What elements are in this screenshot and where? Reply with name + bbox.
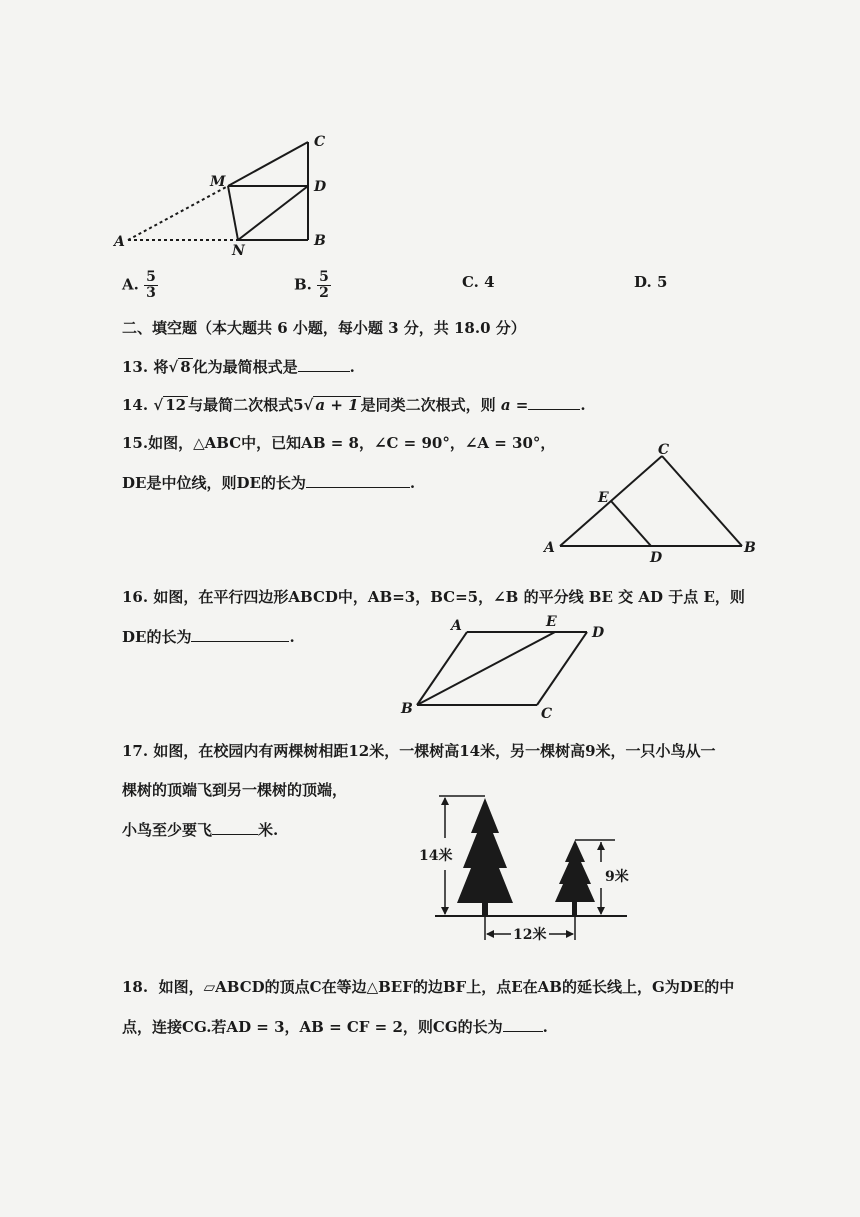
label-d: D	[650, 550, 663, 566]
tall-tree-icon	[457, 798, 513, 916]
question-16-line2: DE的长为 .	[122, 628, 295, 646]
label-b: B	[314, 233, 326, 249]
label-m: M	[210, 174, 226, 190]
question-14: 14. √ 12 与最简二次根式5√ a + 1 是同类二次根式，则 a = .	[122, 396, 586, 414]
short-tree-icon	[555, 840, 595, 916]
answer-blank[interactable]	[503, 1017, 543, 1032]
question-16: 16. 如图，在平行四边形ABCD中，AB=3，BC=5，∠B 的平分线 BE 交 AD 于点 E，则	[122, 588, 745, 606]
question-18-line2: 点，连接CG.若AD = 3，AB = CF = 2，则CG的长为 .	[122, 1018, 548, 1036]
label-a: A	[544, 540, 555, 556]
label-c: C	[314, 134, 326, 150]
question-15-line2: DE是中位线，则DE的长为 .	[122, 474, 416, 492]
label-d: D	[592, 625, 605, 641]
question-17-line2: 棵树的顶端飞到另一棵树的顶端，	[122, 781, 348, 799]
label-n: N	[232, 243, 245, 259]
label-height-tall: 14米	[419, 848, 453, 864]
label-b: B	[401, 701, 413, 717]
option-a: A. $\frac{5}{3}$	[122, 269, 156, 301]
label-height-short: 9米	[605, 869, 629, 885]
answer-blank[interactable]	[212, 820, 258, 835]
option-c: C. 4	[462, 273, 495, 291]
figure-q16	[395, 612, 625, 722]
fraction: $\frac{5}{3}$	[146, 269, 156, 301]
figure-q15	[540, 440, 770, 570]
figure-q17	[415, 788, 635, 948]
figure-q12	[110, 128, 340, 263]
option-b: B. $\frac{5}{2}$	[294, 269, 329, 301]
label-c: C	[541, 706, 553, 722]
label-c: C	[658, 442, 670, 458]
label-e: E	[598, 490, 609, 506]
question-18: 18. 如图，▱ABCD的顶点C在等边△BEF的边BF上，点E在AB的延长线上，G为DE的中	[122, 978, 735, 996]
question-13: 13. 将√ 8 化为最简根式是 .	[122, 358, 355, 376]
answer-blank[interactable]	[528, 395, 580, 410]
answer-blank[interactable]	[298, 357, 350, 372]
fraction: $\frac{5}{2}$	[319, 269, 329, 301]
label-distance: 12米	[513, 927, 547, 943]
label-d: D	[314, 179, 327, 195]
label-a: A	[451, 618, 462, 634]
label-b: B	[744, 540, 756, 556]
label-a: A	[114, 234, 125, 250]
answer-blank[interactable]	[191, 627, 289, 642]
question-15: 15.如图，△ABC中，已知AB = 8，∠C = 90°，∠A = 30°，	[122, 434, 556, 452]
option-d: D. 5	[634, 273, 668, 291]
label-e: E	[546, 614, 557, 630]
section-heading: 二、填空题（本大题共 6 小题，每小题 3 分，共 18.0 分）	[122, 319, 526, 337]
question-17-line3: 小鸟至少要飞 米.	[122, 821, 279, 839]
question-17: 17. 如图，在校园内有两棵树相距12米，一棵树高14米，另一棵树高9米，一只小鸟从一	[122, 742, 716, 760]
answer-blank[interactable]	[306, 473, 410, 488]
